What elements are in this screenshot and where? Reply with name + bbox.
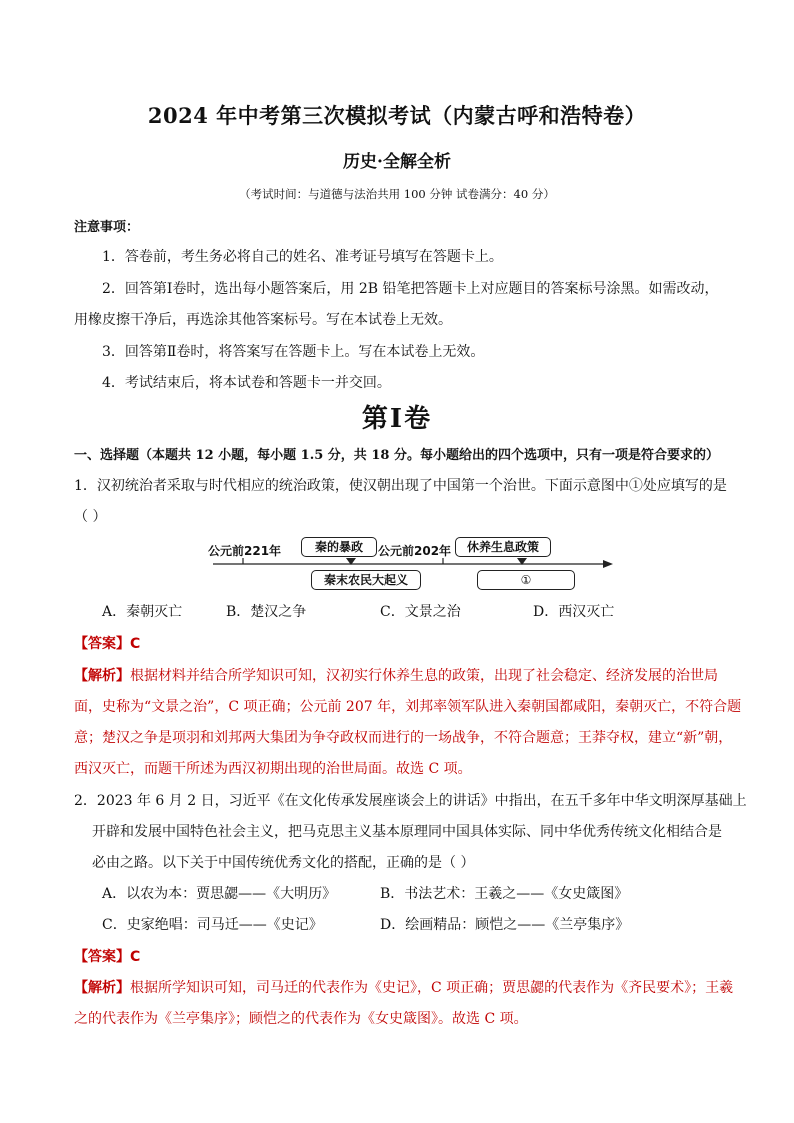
q1-analysis-line: 面，史称为“文景之治”，C 项正确；公元前 207 年，刘邦率领军队进入秦朝国都咸阳，秦朝灭亡，不符合题 <box>74 699 742 715</box>
notice-item: 3．回答第Ⅱ卷时，将答案写在答题卡上。写在本试卷上无效。 <box>102 344 485 360</box>
q2-answer <box>74 946 140 966</box>
timeline-box-qin-tyranny: 秦的暴政 <box>301 537 377 557</box>
answer-tag: 【答案】 <box>74 949 130 965</box>
section-title: 第Ⅰ卷 <box>361 404 433 434</box>
exam-meta: （考试时间：与道德与法治共用 100 分钟 试卷满分：40 分） <box>239 187 555 201</box>
notice-item: 4．考试结束后，将本试卷和答题卡一并交回。 <box>102 375 391 391</box>
timeline-box-rest-policy: 休养生息政策 <box>455 537 551 557</box>
q2-option-a: A．以农为本：贾思勰——《大明历》 <box>102 886 337 902</box>
q2-option-d: D．绘画精品：顾恺之——《兰亭集序》 <box>380 917 630 933</box>
q1-option-d: D．西汉灭亡 <box>533 604 615 620</box>
analysis-tag: 【解析】 <box>74 980 130 996</box>
q1-option-b: B．楚汉之争 <box>226 604 307 620</box>
q1-analysis-line <box>74 665 718 685</box>
q2-option-c: C．史家绝唱：司马迁——《史记》 <box>102 917 323 933</box>
q2-option-b: B．书法艺术：王羲之——《女史箴图》 <box>380 886 629 902</box>
notice-item: 2．回答第Ⅰ卷时，选出每小题答案后，用 2B 铅笔把答题卡上对应题目的答案标号涂黑。如需改动， <box>102 281 719 297</box>
notice-item: 1．答卷前，考生务必将自己的姓名、准考证号填写在答题卡上。 <box>102 249 503 265</box>
notice-heading: 注意事项： <box>74 220 140 235</box>
q1-analysis-line: 西汉灭亡，而题干所述为西汉初期出现的治世局面。故选 C 项。 <box>74 761 472 777</box>
analysis-tag: 【解析】 <box>74 668 130 684</box>
q1-option-c: C．文景之治 <box>380 604 461 620</box>
q1-analysis-line: 意；楚汉之争是项羽和刘邦两大集团为争夺政权而进行的一场战争，不符合题意；王莽夺权，建立“新”朝， <box>74 730 733 746</box>
timeline-box-blank: ① <box>477 570 575 590</box>
q2-stem: 必由之路。以下关于中国传统优秀文化的搭配，正确的是（ ） <box>92 855 475 871</box>
analysis-text: 根据材料并结合所学知识可知，汉初实行休养生息的政策，出现了社会稳定、经济发展的治世局 <box>130 668 718 684</box>
answer-value: C <box>130 636 141 652</box>
q1-option-a: A．秦朝灭亡 <box>102 604 183 620</box>
answer-value: C <box>130 949 141 965</box>
analysis-text: 根据所学知识可知，司马迁的代表作为《史记》，C 项正确；贾思勰的代表作为《齐民要术》；王羲 <box>130 980 734 996</box>
q2-stem: 开辟和发展中国特色社会主义，把马克思主义基本原理同中国具体实际、同中华优秀传统文化相结合是 <box>92 824 722 840</box>
q2-analysis-line: 之的代表作为《兰亭集序》；顾恺之的代表作为《女史箴图》。故选 C 项。 <box>74 1011 528 1027</box>
q1-answer <box>74 633 140 653</box>
q1-timeline <box>205 534 615 594</box>
timeline-label-202bc: 公元前202年 <box>378 544 452 558</box>
timeline-label-221bc: 公元前221年 <box>208 544 282 558</box>
timeline-box-peasant-uprising: 秦末农民大起义 <box>311 570 421 590</box>
notice-item: 用橡皮擦干净后，再选涂其他答案标号。写在本试卷上无效。 <box>74 312 452 328</box>
q2-stem: 2．2023 年 6 月 2 日，习近平《在文化传承发展座谈会上的讲话》中指出，在五千多年中华文明深厚基础上 <box>74 793 747 809</box>
page-subtitle: 历史·全解全析 <box>343 152 451 172</box>
page-title: 2024 年中考第三次模拟考试（内蒙古呼和浩特卷） <box>147 103 647 128</box>
q1-stem: 1．汉初统治者采取与时代相应的统治政策，使汉朝出现了中国第一个治世。下面示意图中①处应填写的是 <box>74 478 727 494</box>
section-intro: 一、选择题（本题共 12 小题，每小题 1.5 分，共 18 分。每小题给出的四个选项中，只有一项是符合要求的） <box>74 448 719 463</box>
q2-analysis-line <box>74 977 733 997</box>
answer-tag: 【答案】 <box>74 636 130 652</box>
q1-stem-paren: （ ） <box>74 509 107 525</box>
